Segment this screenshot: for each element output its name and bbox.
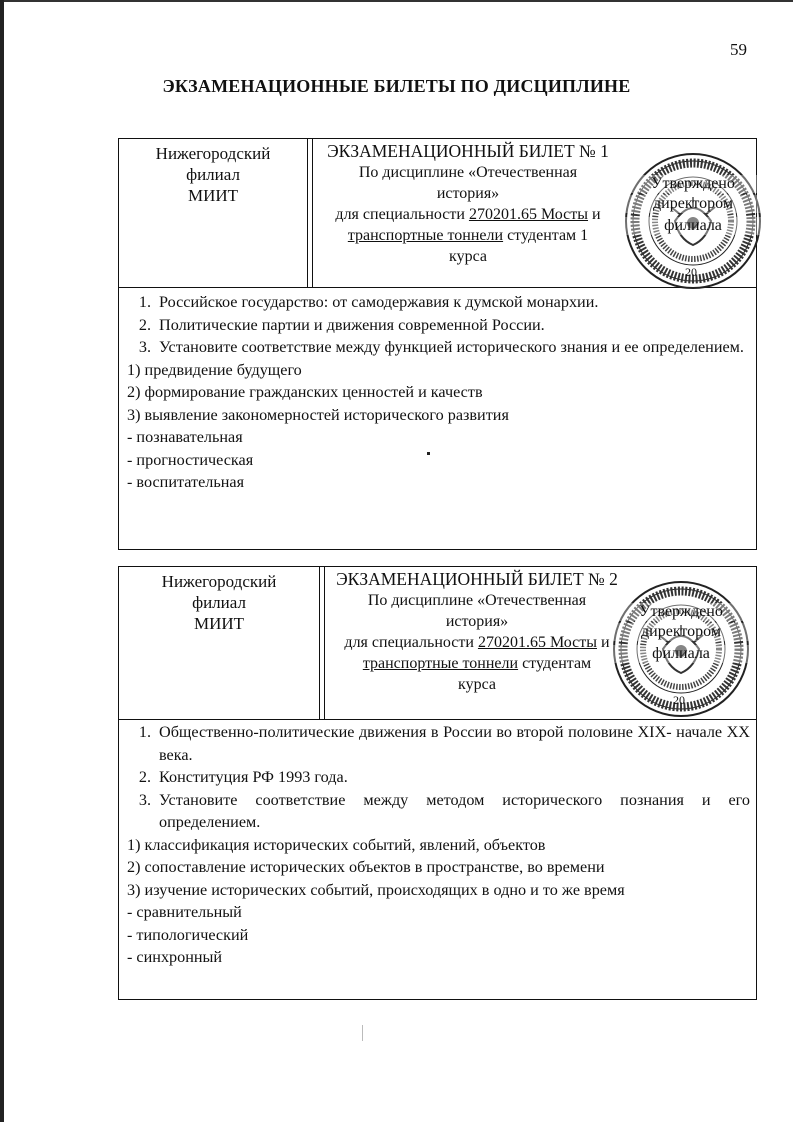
specialty-name: транспортные тоннели [347,227,504,244]
discipline-line: история» [445,613,509,630]
org-line: филиал [192,593,246,612]
question-number: 1. [138,723,151,741]
students-text: студентам 1 [503,227,589,244]
organization-cell [119,143,307,206]
ticket-header [119,567,756,720]
question-item [119,336,756,359]
stamp-text: директором [611,623,751,641]
specialty-code: 270201.65 Мосты [477,634,598,651]
specialty-line [325,632,629,653]
answer-line: 3) выявление закономерностей исторического развития [127,405,509,424]
stamp-text: Утверждено [623,175,763,193]
question-item [119,314,756,337]
discipline-line: По дисциплине «Отечественная [358,164,578,181]
specialty-cont: и [597,634,610,651]
question-number: 2. [138,315,151,334]
scan-left-edge [0,0,4,1122]
scan-speck [427,452,430,455]
org-line: филиал [186,165,240,184]
org-line: Нижегородский [155,144,271,163]
question-item [119,291,756,314]
ticket-body [119,721,756,969]
ticket-title: ЭКЗАМЕНАЦИОННЫЙ БИЛЕТ № 2 [336,569,618,589]
ticket-body [119,291,756,494]
specialty-prefix: для специальности [335,206,469,223]
exam-ticket-1 [118,138,757,550]
question-text: Политические партии и движения современной России. [159,315,545,334]
scan-top-edge [0,0,793,2]
divider [319,567,320,719]
stamp-year: 20 [673,693,685,707]
question-text: Установите соответствие между функцией исторического знания и ее определением. [159,338,744,356]
answer-line: 1) предвидение будущего [127,360,302,379]
specialty-line-2 [313,225,623,246]
stamp-text: Утверждено [611,603,751,621]
org-line: МИИТ [187,186,239,205]
official-seal-stamp [611,579,751,719]
question-text: Конституция РФ 1993 года. [159,768,348,786]
answer-line: 2) сопоставление исторических объектов в пространстве, во времени [127,858,605,876]
ticket-title-cell [313,141,623,267]
ticket-header [119,139,756,288]
course-text: курса [458,676,496,693]
specialty-cont: и [588,206,601,223]
answer-line: 2) формирование гражданских ценностей и качеств [127,383,483,401]
option-line: - прогностическая [127,450,254,469]
divider [307,139,308,287]
discipline-line: По дисциплине «Отечественная [367,592,587,609]
exam-ticket-2 [118,566,757,1000]
question-number: 3. [138,790,151,809]
stamp-text: директором [623,195,763,213]
page-number: 59 [730,40,747,59]
org-line: Нижегородский [161,572,277,591]
question-item [119,721,756,766]
page-title: ЭКЗАМЕНАЦИОННЫЕ БИЛЕТЫ ПО ДИСЦИПЛИНЕ [162,76,631,96]
official-seal-stamp [623,151,763,291]
question-text: Общественно-политические движения в России во второй половине XIX- начале XX века. [159,723,750,764]
answer-line: 1) классификация исторических событий, явлений, объектов [127,835,546,854]
specialty-name: транспортные тоннели [362,655,519,672]
stamp-text: филиала [611,645,751,663]
students-text: студентам [518,655,592,672]
scan-artifact-mark [362,1025,363,1041]
option-line: - типологический [127,925,249,944]
question-number: 1. [138,293,151,311]
ticket-title: ЭКЗАМЕНАЦИОННЫЙ БИЛЕТ № 1 [327,141,609,161]
option-line: - сравнительный [127,903,242,921]
course-text: курса [449,248,487,265]
option-line: - воспитательная [127,473,245,491]
question-item [119,766,756,789]
stamp-year: 20 [685,265,697,279]
option-line: - синхронный [127,948,223,966]
discipline-line: история» [436,185,500,202]
specialty-prefix: для специальности [344,634,478,651]
question-text: Российское государство: от самодержавия к думской монархии. [159,293,599,311]
question-number: 3. [138,338,151,356]
org-line: МИИТ [193,614,245,633]
question-number: 2. [138,768,151,786]
option-line: - познавательная [127,428,243,446]
specialty-code: 270201.65 Мосты [468,206,589,223]
question-text: Установите соответствие между методом исторического познания и его определением. [159,790,750,831]
answer-line: 3) изучение исторических событий, происходящих в одно и то же время [127,880,625,899]
stamp-text: филиала [623,217,763,235]
question-item [119,789,756,834]
ticket-title-cell [325,569,629,695]
specialty-line-2 [325,653,629,674]
specialty-line [313,204,623,225]
organization-cell [119,571,319,634]
